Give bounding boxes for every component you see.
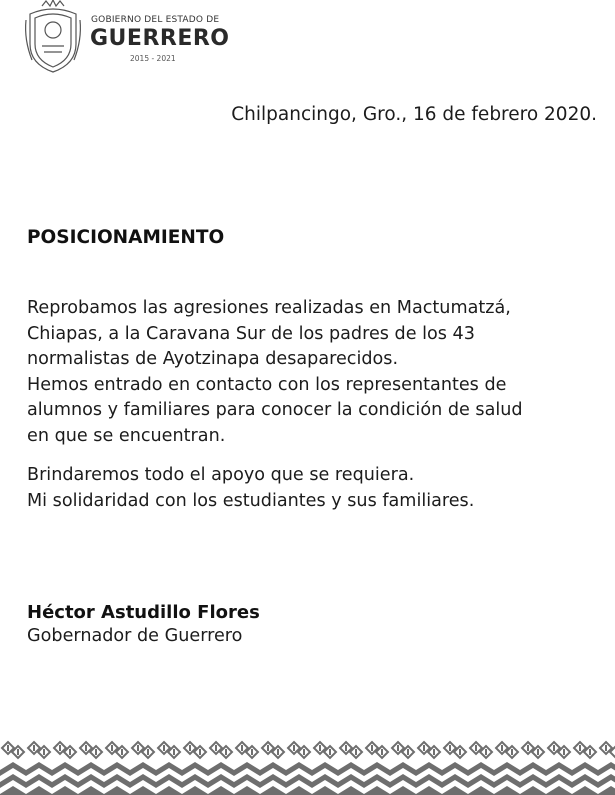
signature-role: Gobernador de Guerrero	[27, 626, 243, 646]
paragraph-line: Brindaremos todo el apoyo que se requiera.	[27, 465, 415, 485]
paragraph-line: Hemos entrado en contacto con los representantes de	[27, 374, 507, 395]
state-name: GUERRERO	[90, 26, 230, 51]
greek-fret-border-icon	[0, 740, 615, 795]
paragraph-line: Mi solidaridad con los estudiantes y sus familiares.	[27, 490, 475, 511]
government-period: 2015 - 2021	[130, 54, 176, 63]
paragraph-line: normalistas de Ayotzinapa desaparecidos.	[27, 349, 399, 369]
signature-name: Héctor Astudillo Flores	[27, 602, 260, 623]
letterhead	[22, 0, 282, 80]
paragraph-line: Chiapas, a la Caravana Sur de los padres de los 43	[27, 323, 475, 344]
document-date: Chilpancingo, Gro., 16 de febrero 2020.	[231, 104, 597, 125]
document-title: POSICIONAMIENTO	[27, 227, 225, 248]
state-seal-icon	[22, 0, 84, 76]
paragraph-2	[27, 463, 474, 514]
government-line: GOBIERNO DEL ESTADO DE	[91, 15, 220, 25]
paragraph-line: en que se encuentran.	[27, 425, 226, 446]
paragraph-1	[27, 296, 523, 449]
paragraph-line: Reprobamos las agresiones realizadas en Mactumatzá,	[27, 298, 511, 318]
paragraph-line: alumnos y familiares para conocer la condición de salud	[27, 400, 523, 420]
